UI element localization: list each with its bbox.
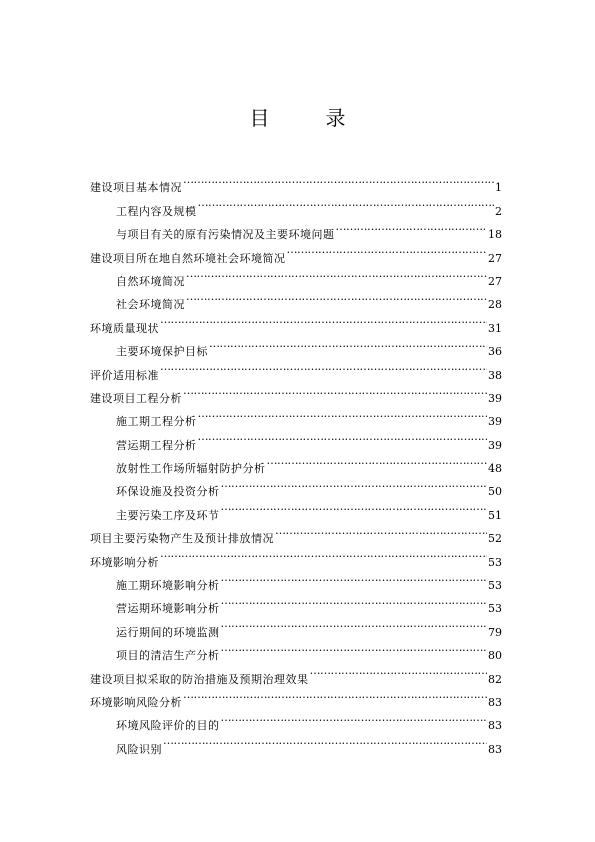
toc-leader-dots	[221, 636, 488, 659]
toc-leader-dots	[221, 589, 488, 612]
toc-entry-title: 营运期环境影响分析	[116, 602, 220, 616]
toc-entry-title: 社会环境简况	[116, 298, 185, 312]
table-of-contents	[90, 168, 502, 756]
toc-leader-dots	[183, 168, 494, 191]
toc-entry-title: 自然环境简况	[116, 274, 185, 288]
toc-leader-dots	[221, 612, 488, 635]
toc-leader-dots	[275, 519, 487, 542]
toc-entry-page: 31	[488, 321, 502, 335]
toc-entry-page: 1	[495, 181, 502, 195]
toc-entry-page: 53	[488, 579, 502, 593]
toc-entry-title: 建设项目基本情况	[90, 181, 182, 195]
toc-entry-page: 50	[488, 485, 502, 499]
toc-entry-page: 27	[488, 251, 502, 265]
toc-leader-dots	[160, 542, 487, 565]
toc-entry-page: 18	[488, 228, 502, 242]
toc-entry-title: 建设项目工程分析	[90, 391, 182, 405]
toc-entry-title: 与项目有关的原有污染情况及主要环境问题	[116, 228, 335, 242]
toc-entry-page: 27	[488, 274, 502, 288]
toc-entry-page: 79	[488, 625, 502, 639]
toc-entry-title: 环境影响分析	[90, 555, 159, 569]
toc-entry-title: 环保设施及投资分析	[116, 485, 220, 499]
toc-entry-page: 38	[488, 368, 502, 382]
toc-entry-title: 风险识别	[116, 742, 162, 756]
toc-entry-title: 施工期工程分析	[116, 415, 197, 429]
toc-entry-page: 82	[488, 672, 502, 686]
toc-leader-dots	[310, 659, 488, 682]
toc-entry-page: 52	[488, 532, 502, 546]
page-title-right: 录	[325, 106, 346, 130]
toc-leader-dots	[183, 379, 487, 402]
toc-entry-title: 营运期工程分析	[116, 438, 197, 452]
toc-leader-dots	[198, 191, 495, 214]
toc-leader-dots	[198, 402, 488, 425]
toc-leader-dots	[183, 683, 487, 706]
toc-entry[interactable]	[90, 168, 502, 195]
page-title	[0, 106, 595, 130]
toc-leader-dots	[186, 285, 487, 308]
toc-leader-dots	[221, 495, 488, 518]
toc-entry-page: 48	[488, 462, 502, 476]
toc-entry-page: 83	[488, 719, 502, 733]
toc-leader-dots	[209, 332, 487, 355]
toc-entry-title: 工程内容及规模	[116, 204, 197, 218]
toc-leader-dots	[221, 706, 488, 729]
toc-entry-page: 39	[488, 438, 502, 452]
toc-leader-dots	[221, 472, 488, 495]
toc-entry-title: 放射性工作场所辐射防护分析	[116, 462, 266, 476]
toc-entry-page: 39	[488, 391, 502, 405]
toc-entry-title: 项目的清洁生产分析	[116, 649, 220, 663]
toc-entry-page: 2	[495, 204, 502, 218]
toc-entry-title: 环境质量现状	[90, 321, 159, 335]
toc-leader-dots	[198, 425, 488, 448]
toc-entry-title: 主要污染工序及环节	[116, 508, 220, 522]
toc-leader-dots	[221, 566, 488, 589]
toc-entry-page: 28	[488, 298, 502, 312]
toc-entry-page: 83	[488, 742, 502, 756]
toc-leader-dots	[160, 355, 487, 378]
toc-entry-title: 施工期环境影响分析	[116, 579, 220, 593]
toc-entry-title: 建设项目拟采取的防治措施及预期治理效果	[90, 672, 309, 686]
toc-leader-dots	[186, 262, 487, 285]
toc-entry-page: 53	[488, 602, 502, 616]
toc-entry-title: 环境风险评价的目的	[116, 719, 220, 733]
toc-entry-page: 80	[488, 649, 502, 663]
toc-entry-page: 36	[488, 345, 502, 359]
toc-entry-page: 53	[488, 555, 502, 569]
toc-leader-dots	[160, 308, 487, 331]
toc-entry-title: 环境影响风险分析	[90, 695, 182, 709]
toc-leader-dots	[163, 729, 487, 752]
toc-leader-dots	[336, 215, 488, 238]
page-title-left: 目	[249, 106, 270, 130]
toc-entry-page: 83	[488, 695, 502, 709]
toc-entry-title: 主要环境保护目标	[116, 345, 208, 359]
toc-entry-title: 运行期间的环境监测	[116, 625, 220, 639]
toc-entry-page: 39	[488, 415, 502, 429]
toc-leader-dots	[267, 449, 488, 472]
toc-entry-title: 评价适用标准	[90, 368, 159, 382]
toc-entry-title: 项目主要污染物产生及预计排放情况	[90, 532, 274, 546]
toc-leader-dots	[287, 238, 488, 261]
toc-entry-title: 建设项目所在地自然环境社会环境简况	[90, 251, 286, 265]
toc-entry-page: 51	[488, 508, 502, 522]
